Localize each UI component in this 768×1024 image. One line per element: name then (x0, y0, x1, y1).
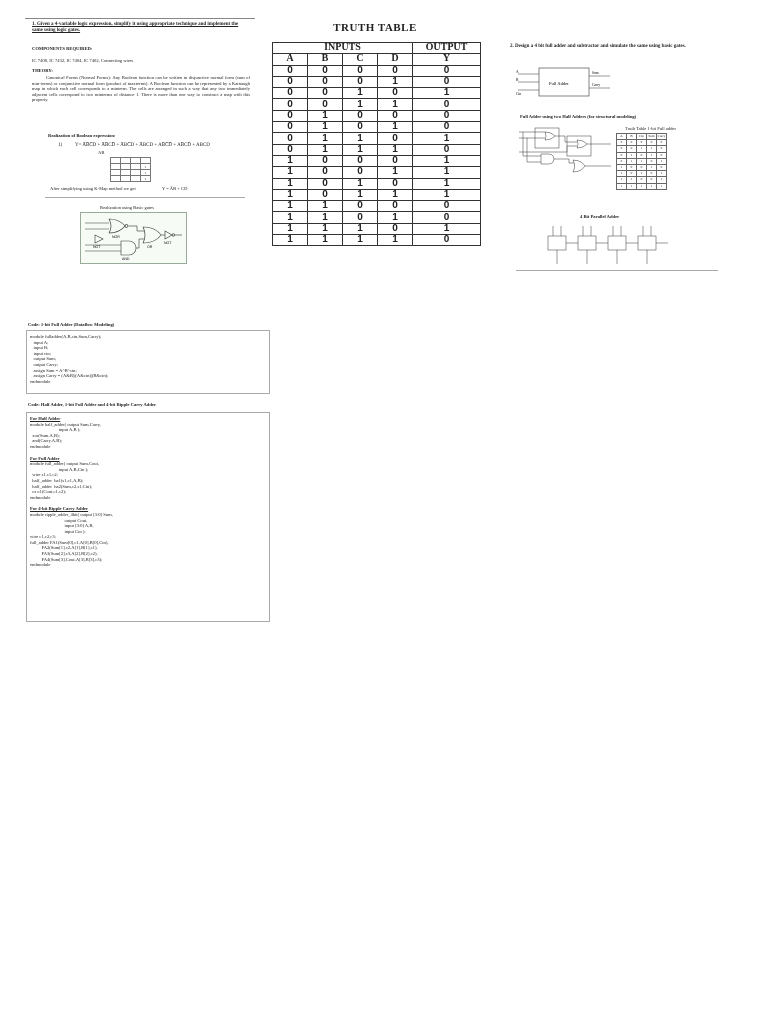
truth-table-cell: 1 (273, 212, 308, 223)
truth-table-cell: 1 (378, 122, 413, 133)
truth-table-cell: 0 (308, 178, 343, 189)
fa-code-line: endmodule (30, 494, 51, 500)
rca-code-line: FA4(Sum[3],Cout,A[3],B[3],c3); (30, 556, 103, 562)
truth-table-row (273, 65, 481, 76)
rca-code-line: FA3(Sum[2],c3,A[2],B[2],c2), (30, 551, 98, 557)
truth-table-cell: 0 (378, 133, 413, 144)
truth-table-cell: 0 (413, 144, 481, 155)
code2-content (27, 413, 269, 571)
fa-code-line: wire s1,c1,c2; (30, 472, 58, 478)
truth-table-cell: 1 (308, 223, 343, 234)
fa-tt-cell: 0 (627, 146, 637, 152)
truth-table-cell: 0 (343, 212, 378, 223)
truth-table-cell: 1 (343, 99, 378, 110)
truth-table-cell: 1 (343, 223, 378, 234)
truth-table-cell: 1 (343, 189, 378, 200)
tt-col-y: Y (413, 54, 481, 65)
tt-col-d: D (378, 54, 413, 65)
truth-table-cell: 0 (378, 223, 413, 234)
truth-table-cell: 0 (413, 122, 481, 133)
truth-table-cell: 1 (413, 167, 481, 178)
code1-line: output Sum; (30, 356, 57, 362)
truth-table-cell: 1 (273, 178, 308, 189)
fa-input-a: A (516, 70, 519, 74)
truth-table-cell: 0 (308, 189, 343, 200)
truth-table-cell: 0 (308, 167, 343, 178)
fa-tt-cell: 0 (647, 177, 657, 183)
truth-table-row (273, 88, 481, 99)
truth-table-cell: 1 (308, 144, 343, 155)
gate-label-or: OR (147, 245, 153, 249)
truth-table-cell: 0 (378, 201, 413, 212)
fa-stage-4 (638, 236, 656, 250)
truth-table-cell: 0 (413, 110, 481, 121)
truth-table-cell: 1 (343, 133, 378, 144)
simplified-text: After simplifying using K-Map method we get (50, 186, 136, 191)
fa-tt-header: Cin (637, 134, 647, 140)
truth-table-cell: 1 (273, 223, 308, 234)
truth-table-cell: 0 (378, 110, 413, 121)
gates-svg (81, 213, 186, 263)
fa-tt-cell: 0 (617, 140, 627, 146)
fa-tt-cell: 1 (637, 158, 647, 164)
truth-table-cell: 0 (378, 65, 413, 76)
code1-line: assign Sum = A^B^cin; (30, 367, 77, 373)
fa-tt-cell: 0 (627, 171, 637, 177)
realization-heading: Realization of Boolean expression: (48, 133, 116, 138)
truth-table-cell: 0 (308, 76, 343, 87)
truth-table-cell: 1 (308, 133, 343, 144)
fa-tt-cell: 0 (617, 146, 627, 152)
fa-tt-cell: 0 (637, 164, 647, 170)
fa-tt-cell: 0 (647, 171, 657, 177)
ha-circuit-svg (515, 122, 615, 180)
parallel-adder-svg (540, 220, 670, 268)
fa-tt-cell: 1 (627, 183, 637, 189)
truth-table-cell: 1 (343, 88, 378, 99)
truth-table-cell: 0 (343, 110, 378, 121)
fa-tt-cell: 1 (627, 158, 637, 164)
gate-label-and: AND (122, 257, 130, 261)
truth-table-row (273, 133, 481, 144)
kmap-table (110, 157, 151, 182)
truth-table-row (273, 167, 481, 178)
truth-table-row (273, 178, 481, 189)
truth-table-cell: 1 (413, 88, 481, 99)
fa-tt-cell: 1 (617, 183, 627, 189)
truth-table-cell: 1 (413, 178, 481, 189)
ha-code-line: input A,B ); (30, 427, 81, 433)
expression-number: 1) (58, 143, 63, 148)
fa-tt-cell: 1 (657, 158, 667, 164)
truth-table-row (273, 99, 481, 110)
truth-table-cell: 0 (378, 178, 413, 189)
fa-tt-cell: 0 (647, 140, 657, 146)
fa-tt-cell: 1 (657, 171, 667, 177)
fa-input-cin: Cin (516, 92, 522, 96)
ha-heading: For Half Adder (30, 416, 61, 421)
carry-or-gate (573, 160, 585, 172)
ha-code-line: module half_adder( output Sum,Carry, (30, 421, 102, 427)
truth-table-cell: 1 (273, 167, 308, 178)
fa-tt-cell: 1 (627, 177, 637, 183)
truth-table-cell: 0 (413, 201, 481, 212)
truth-table-cell: 1 (378, 189, 413, 200)
fa-tt-row (617, 183, 667, 189)
theory-heading: THEORY: (32, 68, 53, 73)
fa-tt-cell: 1 (657, 183, 667, 189)
truth-table-cell: 1 (378, 212, 413, 223)
fa-tt-cell: 1 (647, 183, 657, 189)
truth-table-cell: 0 (308, 155, 343, 166)
truth-table-row (273, 235, 481, 246)
rca-code-line: wire c1,c2,c3; (30, 534, 56, 540)
truth-table-cell: 0 (413, 76, 481, 87)
truth-table-cell: 0 (273, 144, 308, 155)
fa-tt-cell: 0 (627, 164, 637, 170)
kmap-cell (131, 176, 141, 182)
gate-label-not-2: NOT (164, 241, 172, 245)
fa-tt-cell: 0 (657, 146, 667, 152)
fa-tt-cell: 0 (657, 152, 667, 158)
truth-table-cell: 1 (413, 189, 481, 200)
truth-table-cell: 0 (413, 99, 481, 110)
fa-stage-2 (578, 236, 596, 250)
kmap-cell: 1 (141, 164, 151, 170)
fa-tt-cell: 1 (617, 164, 627, 170)
truth-table-row (273, 110, 481, 121)
truth-table-cell: 1 (378, 235, 413, 246)
truth-table-cell: 0 (273, 110, 308, 121)
fa-tt-header: B (627, 134, 637, 140)
fa-code-line: module full_adder( output Sum,Cout, (30, 461, 100, 467)
parallel-adder-title: 4 Bit Parallel Adder (580, 214, 620, 219)
code1-heading: Code: 1-bit Full Adder (Dataflow Modeling) (28, 322, 115, 327)
truth-table-cell: 0 (308, 99, 343, 110)
simplified-result: Y = A̅B + CD (162, 186, 188, 191)
rca-code-line: module ripple_adder_4bit( output [3:0] Sum, (30, 511, 113, 517)
truth-table-cell: 0 (308, 88, 343, 99)
truth-table-cell: 1 (378, 76, 413, 87)
code1-line: input A; (30, 339, 49, 345)
code1-content (27, 331, 269, 387)
gate-label-not-1: NOT (93, 245, 101, 249)
fa-truth-table-title: Truth Table 1-bit Full adder (625, 126, 676, 131)
fa-tt-cell: 0 (657, 140, 667, 146)
truth-table-cell: 0 (378, 155, 413, 166)
divider-1 (45, 197, 245, 198)
fa-box-label: Full Adder (549, 81, 569, 86)
rca-code-line: input Cin ); (30, 528, 86, 534)
fa-code-line: input A,B,Cin ); (30, 466, 89, 472)
kmap-label: AB (98, 150, 105, 155)
fa-stage-3 (608, 236, 626, 250)
code1-line: endmodule (30, 378, 51, 384)
fa-tt-cell: 1 (617, 171, 627, 177)
truth-table-cell: 0 (273, 122, 308, 133)
truth-table-cell: 1 (378, 167, 413, 178)
ha-code-line: and(Carry,A,B); (30, 438, 63, 444)
fa-truth-table (616, 133, 667, 190)
truth-table-row (273, 155, 481, 166)
kmap-cell: 1 (141, 170, 151, 176)
truth-table (272, 42, 481, 246)
fa-tt-cell: 1 (647, 146, 657, 152)
not-gate-2 (165, 231, 172, 239)
gates-heading: Realization using Basic gates (100, 205, 154, 210)
rca-heading: For 4-bit Ripple Carry Adder (30, 506, 89, 512)
truth-table-cell: 0 (273, 99, 308, 110)
truth-table-cell: 1 (273, 201, 308, 212)
not-gate-1 (95, 235, 103, 243)
truth-table-cell: 0 (413, 212, 481, 223)
code1-box (26, 330, 270, 394)
truth-table-row (273, 144, 481, 155)
fa-code (30, 461, 266, 500)
truth-table-cell: 0 (343, 122, 378, 133)
fa-tt-cell: 1 (617, 177, 627, 183)
fa-tt-cell: 0 (637, 177, 647, 183)
kmap-cell: 1 (141, 176, 151, 182)
logic-gates-diagram (80, 212, 187, 264)
nor-gate (109, 219, 125, 233)
fa-tt-cell: 1 (627, 152, 637, 158)
fa-tt-cell: 1 (637, 183, 647, 189)
fa-output-carry: Carry (592, 83, 601, 87)
truth-table-cell: 0 (273, 133, 308, 144)
parallel-adder-diagram (540, 220, 670, 268)
components-heading: COMPONENTS REQUIRED: (32, 46, 93, 51)
code1-line: assign Carry = (A&B)|(A&cin)|(B&cin); (30, 373, 109, 379)
kmap-row (111, 176, 151, 182)
ha-code-line: xor(Sum,A,B); (30, 432, 60, 438)
truth-table-cell: 1 (273, 235, 308, 246)
theory-text: Canonical Forms (Normal Forms): Any Boolean function can be written in disjunctive normal form (sum of min-terms) or conjunctive normal form (product of maxterms). A Boolean function can be represented by a Karnaugh map in which each cell corresponds to a minterm. The cells are arranged in such a way that any two immediately adjacent cells correspond to two minterms of distance 1. There is more than one way to construct a map with this property. (32, 75, 250, 103)
truth-table-row (273, 201, 481, 212)
rca-code-line: full_adder FA1(Sum[0],c1,A[0],B[0],Cin), (30, 539, 109, 545)
truth-table-cell: 1 (308, 110, 343, 121)
fa-code-line: or o1(Cout,c1,c2); (30, 489, 67, 495)
fa-tt-cell: 1 (637, 146, 647, 152)
fa-tt-cell: 0 (637, 152, 647, 158)
truth-table-cell: 1 (343, 235, 378, 246)
fa-stage-1 (548, 236, 566, 250)
fa-tt-cell: 0 (617, 158, 627, 164)
truth-table-cell: 1 (378, 144, 413, 155)
code1-line: input cin; (30, 350, 51, 356)
truth-table-cell: 1 (413, 133, 481, 144)
half-adder-circuit (515, 122, 615, 180)
truth-table-cell: 1 (308, 122, 343, 133)
truth-table-cell: 1 (273, 155, 308, 166)
truth-table-cell: 1 (413, 223, 481, 234)
fa-tt-header: A (617, 134, 627, 140)
boolean-expression: Y= A̅B̅C̅D + A̅B̅CD̅ + A̅BC̅D + A̅BCD + AB̅C̅D̅ + AB̅CD̅ + ABCD (75, 143, 210, 148)
truth-table-cell: 1 (308, 235, 343, 246)
fa-tt-cell: 1 (647, 152, 657, 158)
fa-heading: For Full Adder (30, 455, 60, 461)
truth-table-cell: 0 (343, 167, 378, 178)
ha-code (30, 422, 266, 450)
truth-table-cell: 0 (413, 235, 481, 246)
truth-table-cell: 0 (273, 88, 308, 99)
fa-tt-cell: 1 (647, 164, 657, 170)
fa-tt-header: Carry (657, 134, 666, 139)
rca-code-line: endmodule (30, 562, 51, 568)
code1-line: output Carry; (30, 361, 59, 367)
code1-line: input B; (30, 345, 49, 351)
truth-table-row (273, 76, 481, 87)
rca-code-line: FA2(Sum[1],c2,A[1],B[1],c1), (30, 545, 98, 551)
truth-table-title: TRUTH TABLE (333, 22, 417, 34)
tt-col-a: A (273, 54, 308, 65)
kmap-cell (121, 176, 131, 182)
rca-code (30, 512, 266, 568)
truth-table-cell: 0 (343, 201, 378, 212)
and-gate (121, 241, 136, 255)
truth-table-cell: 1 (413, 155, 481, 166)
truth-table-cell: 0 (343, 65, 378, 76)
fa-two-ha-caption: Full Adder using two Half Adders (for structural modeling) (520, 114, 637, 119)
code2-heading: Code: Half Adder, 1-bit Full Adder and 4-bit Ripple Carry Adder (28, 402, 156, 407)
truth-table-cell: 1 (343, 178, 378, 189)
truth-table-cell: 0 (308, 65, 343, 76)
fa-code-line: half_adder ha1(s1,c1,A,B); (30, 477, 84, 483)
fa-tt-cell: 0 (617, 152, 627, 158)
truth-table-row (273, 122, 481, 133)
truth-table-row (273, 189, 481, 200)
truth-table-row (273, 212, 481, 223)
rca-code-line: output Cout, (30, 517, 88, 523)
truth-table-cell: 0 (343, 155, 378, 166)
truth-table-cell: 1 (308, 201, 343, 212)
output-header: OUTPUT (413, 43, 481, 54)
truth-table-cell: 0 (273, 76, 308, 87)
components-text: IC 7408, IC 7432, IC 7404, IC 7402, Connecting wires (32, 58, 134, 63)
fa-tt-cell: 1 (657, 177, 667, 183)
code2-box (26, 412, 270, 622)
truth-table-row (273, 223, 481, 234)
or-gate (143, 227, 161, 243)
fa-output-sum: Sum (592, 71, 599, 75)
rca-code-line: input [3:0] A,B, (30, 523, 94, 529)
truth-table-cell: 1 (378, 99, 413, 110)
kmap-cell (111, 176, 121, 182)
fa-tt-cell: 0 (647, 158, 657, 164)
tt-col-c: C (343, 54, 378, 65)
question-1: 1. Given a 4-variable logic expression, simplify it using appropriate technique and implement the same using logic gates. (32, 22, 239, 34)
truth-table-cell: 0 (413, 65, 481, 76)
truth-table-cell: 0 (343, 76, 378, 87)
full-adder-block-diagram (512, 62, 622, 104)
fa-input-b: B (516, 78, 519, 82)
truth-table-cell: 0 (378, 88, 413, 99)
fa-tt-cell: 0 (637, 140, 647, 146)
truth-table-cell: 1 (308, 212, 343, 223)
truth-table-cell: 1 (273, 189, 308, 200)
code1-line: module fulladder(A,B,cin,Sum,Carry); (30, 334, 102, 339)
inputs-header: INPUTS (273, 43, 413, 54)
fa-code-line: half_adder ha2(Sum,c2,s1,Cin); (30, 483, 93, 489)
truth-table-cell: 1 (343, 144, 378, 155)
truth-table-cell: 0 (273, 65, 308, 76)
ha-code-line: endmodule (30, 443, 51, 449)
fa-tt-header: Sum (648, 134, 655, 139)
fa-tt-cell: 0 (657, 164, 667, 170)
top-rule-left (25, 18, 255, 19)
question-2: 2. Design a 4 bit full adder and subtractor and simulate the same using basic gates. (510, 44, 686, 49)
tt-col-b: B (308, 54, 343, 65)
gate-label-nor: NOR (112, 235, 120, 239)
divider-right (516, 270, 718, 271)
fa-tt-cell: 0 (627, 140, 637, 146)
full-adder-svg (512, 62, 622, 104)
fa-tt-cell: 1 (637, 171, 647, 177)
